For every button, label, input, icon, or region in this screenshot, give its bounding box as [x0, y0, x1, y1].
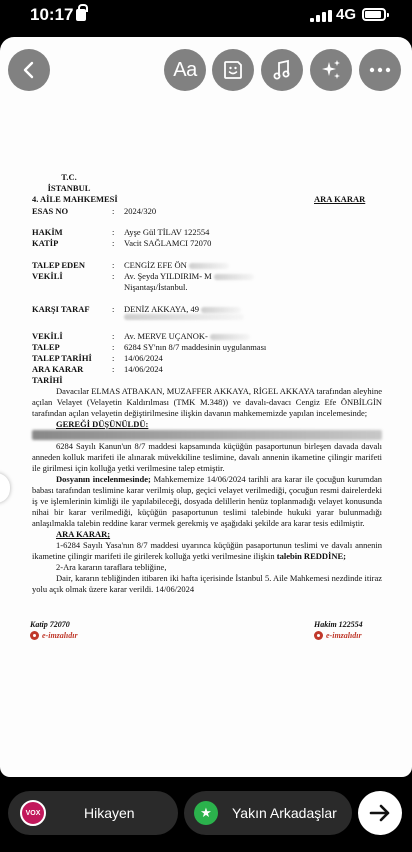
field-vekili-2: VEKİLİ : Av. MERVE UÇANOK-	[32, 331, 364, 342]
signal-icon	[310, 10, 332, 22]
field-talep: TALEP : 6284 SY'nın 8/7 maddesinin uygulanması	[32, 342, 364, 353]
seal-icon	[314, 631, 323, 640]
field-value: Av. Şeyda YILDIRIM- M	[124, 271, 212, 281]
redaction-line	[124, 314, 244, 320]
lock-icon	[76, 9, 86, 21]
item3-text: Dair, kararın tebliğinden itibaren iki hafta içerisinde İstanbul 5. Aile Mahkemesi nezdinde itiraz yolu açık olmak üzere karar verildi. 14/06/2024	[32, 573, 382, 594]
chevron-left-icon	[20, 61, 38, 79]
field-value-line2: Nişantaşı/İstanbul.	[124, 282, 188, 292]
sign-katip: Katip 72070	[30, 620, 70, 629]
field-key: VEKİLİ	[32, 271, 63, 281]
gerekci-heading: GEREĞİ DÜŞÜNÜLDÜ:	[56, 419, 149, 429]
redaction-blur	[201, 307, 241, 313]
story-canvas[interactable]	[0, 37, 412, 777]
field-value: 14/06/2024	[124, 364, 163, 374]
drag-handle[interactable]	[0, 473, 10, 503]
doc-ara-karar	[32, 529, 382, 595]
star-icon: ★	[194, 801, 218, 825]
field-key: KARŞI TARAF	[32, 304, 90, 314]
sign-hakim: Hakim 122554	[314, 620, 363, 629]
field-hakim: HAKİM : Ayşe Gül TİLAV 122554	[32, 227, 364, 238]
field-key: ESAS NO	[32, 206, 69, 216]
field-value: Vacit SAĞLAMCI 72070	[124, 238, 212, 248]
doc-gerekci-body	[32, 441, 382, 474]
gerekci-text: 6284 Sayılı Kanun'un 8/7 maddesi kapsamında küçüğün pasaportunun birleşen davada davalı anneden kolluk marifeti ile alınarak müvekkiline teslimine, davalı annenin ikametine çilingir marifeti ile girilmesi için kolluğa yetki verilmesine talep etmiştir.	[32, 441, 382, 473]
smudge-overlay	[32, 430, 382, 440]
intro-text: Davacılar ELMAS ATBAKAN, MUZAFFER AKKAYA, RİGEL AKKAYA tarafından aleyhine açılan Velayet (Velayetin Kaldırılması (TMK M.348)) ve davalı-davacı Cengiz Efe ÖNBİLGİN tarafından açılan velayetin değiştirilmesine ilişkin davanın mahkememizde yapılan incelemesinde;	[32, 386, 382, 418]
dosya-label: Dosyanın incelenmesinde;	[56, 474, 151, 484]
network-type: 4G	[336, 6, 357, 23]
text-tool-label: Aa	[173, 58, 197, 81]
send-button[interactable]	[358, 791, 402, 835]
close-friends-button[interactable]	[184, 791, 352, 835]
back-button[interactable]	[8, 49, 50, 91]
field-katip: KATİP : Vacit SAĞLAMCI 72070	[32, 238, 364, 249]
field-key: KATİP	[32, 238, 59, 248]
doc-decision-type: ARA KARAR	[314, 194, 366, 204]
field-value: 6284 SY'nın 8/7 maddesinin uygulanması	[124, 342, 267, 352]
field-karsi-taraf: KARŞI TARAF : DENİZ AKKAYA, 49	[32, 304, 364, 315]
field-ara-karar-tarihi: ARA KARAR TARİHİ : 14/06/2024	[32, 364, 364, 386]
text-tool-button[interactable]	[164, 49, 206, 91]
doc-intro	[32, 386, 382, 419]
field-value: Ayşe Gül TİLAV 122554	[124, 227, 210, 237]
doc-city: İSTANBUL	[47, 183, 91, 193]
doc-court: 4. AİLE MAHKEMESİ	[32, 194, 118, 204]
field-value: DENİZ AKKAYA, 49	[124, 304, 200, 314]
sticker-icon	[222, 59, 244, 81]
share-bar	[0, 784, 412, 842]
field-key: TALEP TARİHİ	[32, 353, 92, 363]
field-value: CENGİZ EFE ÖN	[124, 260, 187, 270]
sticker-button[interactable]	[212, 49, 254, 91]
effects-button[interactable]	[310, 49, 352, 91]
more-dots-icon	[369, 67, 391, 73]
music-note-icon	[272, 59, 292, 81]
close-friends-label: Yakın Arkadaşlar	[232, 805, 337, 821]
field-talep-tarihi: TALEP TARİHİ : 14/06/2024	[32, 353, 364, 364]
doc-tc: T.C.	[61, 172, 77, 182]
status-time: 10:17	[30, 5, 74, 24]
item1-ruling: talebin REDDİNE;	[276, 551, 346, 561]
field-key: ARA KARAR TARİHİ	[32, 364, 84, 385]
field-value: 14/06/2024	[124, 353, 163, 363]
more-button[interactable]	[359, 49, 401, 91]
item2-text: 2-Ara kararın taraflara tebliğine,	[56, 562, 167, 572]
field-value: 2024/320	[124, 206, 157, 216]
field-key: VEKİLİ	[32, 331, 63, 341]
field-key: TALEP EDEN	[32, 260, 85, 270]
item1-text: 1-6284 Sayılı Yasa'nın 8/7 maddesi uyarınca küçüğün pasaportunun teslimi ve davalı annenin ikametine çilingir marifeti ile girilerek kolluğa yetki verilmesine ilişkin	[32, 540, 382, 561]
battery-icon	[362, 8, 386, 21]
esig-katip: e-imzalıdır	[30, 630, 78, 641]
field-value: Av. MERVE UÇANOK-	[124, 331, 208, 341]
ara-karar-heading: ARA KARAR;	[56, 529, 111, 539]
field-talep-eden: TALEP EDEN : CENGİZ EFE ÖN	[32, 260, 364, 271]
your-story-label: Hikayen	[84, 805, 135, 821]
field-esas-no: ESAS NO : 2024/320	[32, 206, 364, 217]
seal-icon	[30, 631, 39, 640]
music-button[interactable]	[261, 49, 303, 91]
sparkles-icon	[319, 58, 343, 82]
status-bar	[0, 0, 412, 30]
redaction-blur	[214, 274, 254, 280]
field-key: TALEP	[32, 342, 60, 352]
arrow-right-icon	[369, 803, 391, 823]
doc-dosya	[32, 474, 382, 529]
redaction-blur	[189, 263, 229, 269]
doc-gerekci	[32, 419, 382, 430]
esig-hakim: e-imzalıdır	[314, 630, 362, 641]
your-story-button[interactable]	[8, 791, 178, 835]
dosya-text: Mahkememize 14/06/2024 tarihli ara karar ile çocuğun kurumdan babası tarafından teslimine karar verilmiş olup, geçici velayet verilmediği, çocuğun resmi dairelerdeki iş ve işlemlerinin kimliği ile yapılabileceği, dosyada delillerin henüz toplanmadığı velayet konusunda nihai bir karar verilmediği, küçüğün pasaportunun teslimi talebinde hukuki yarar bulunmadığı anlaşılmakla talebin reddine karar vermek gerekmiş ve aşağıdaki şekilde ara karar tesis edilmiştir.	[32, 474, 383, 528]
avatar: VOX	[20, 800, 46, 826]
field-vekili: VEKİLİ : Av. Şeyda YILDIRIM- M Nişantaşı/İstanbul.	[32, 271, 364, 293]
redaction-blur	[210, 334, 250, 340]
field-key: HAKİM	[32, 227, 63, 237]
